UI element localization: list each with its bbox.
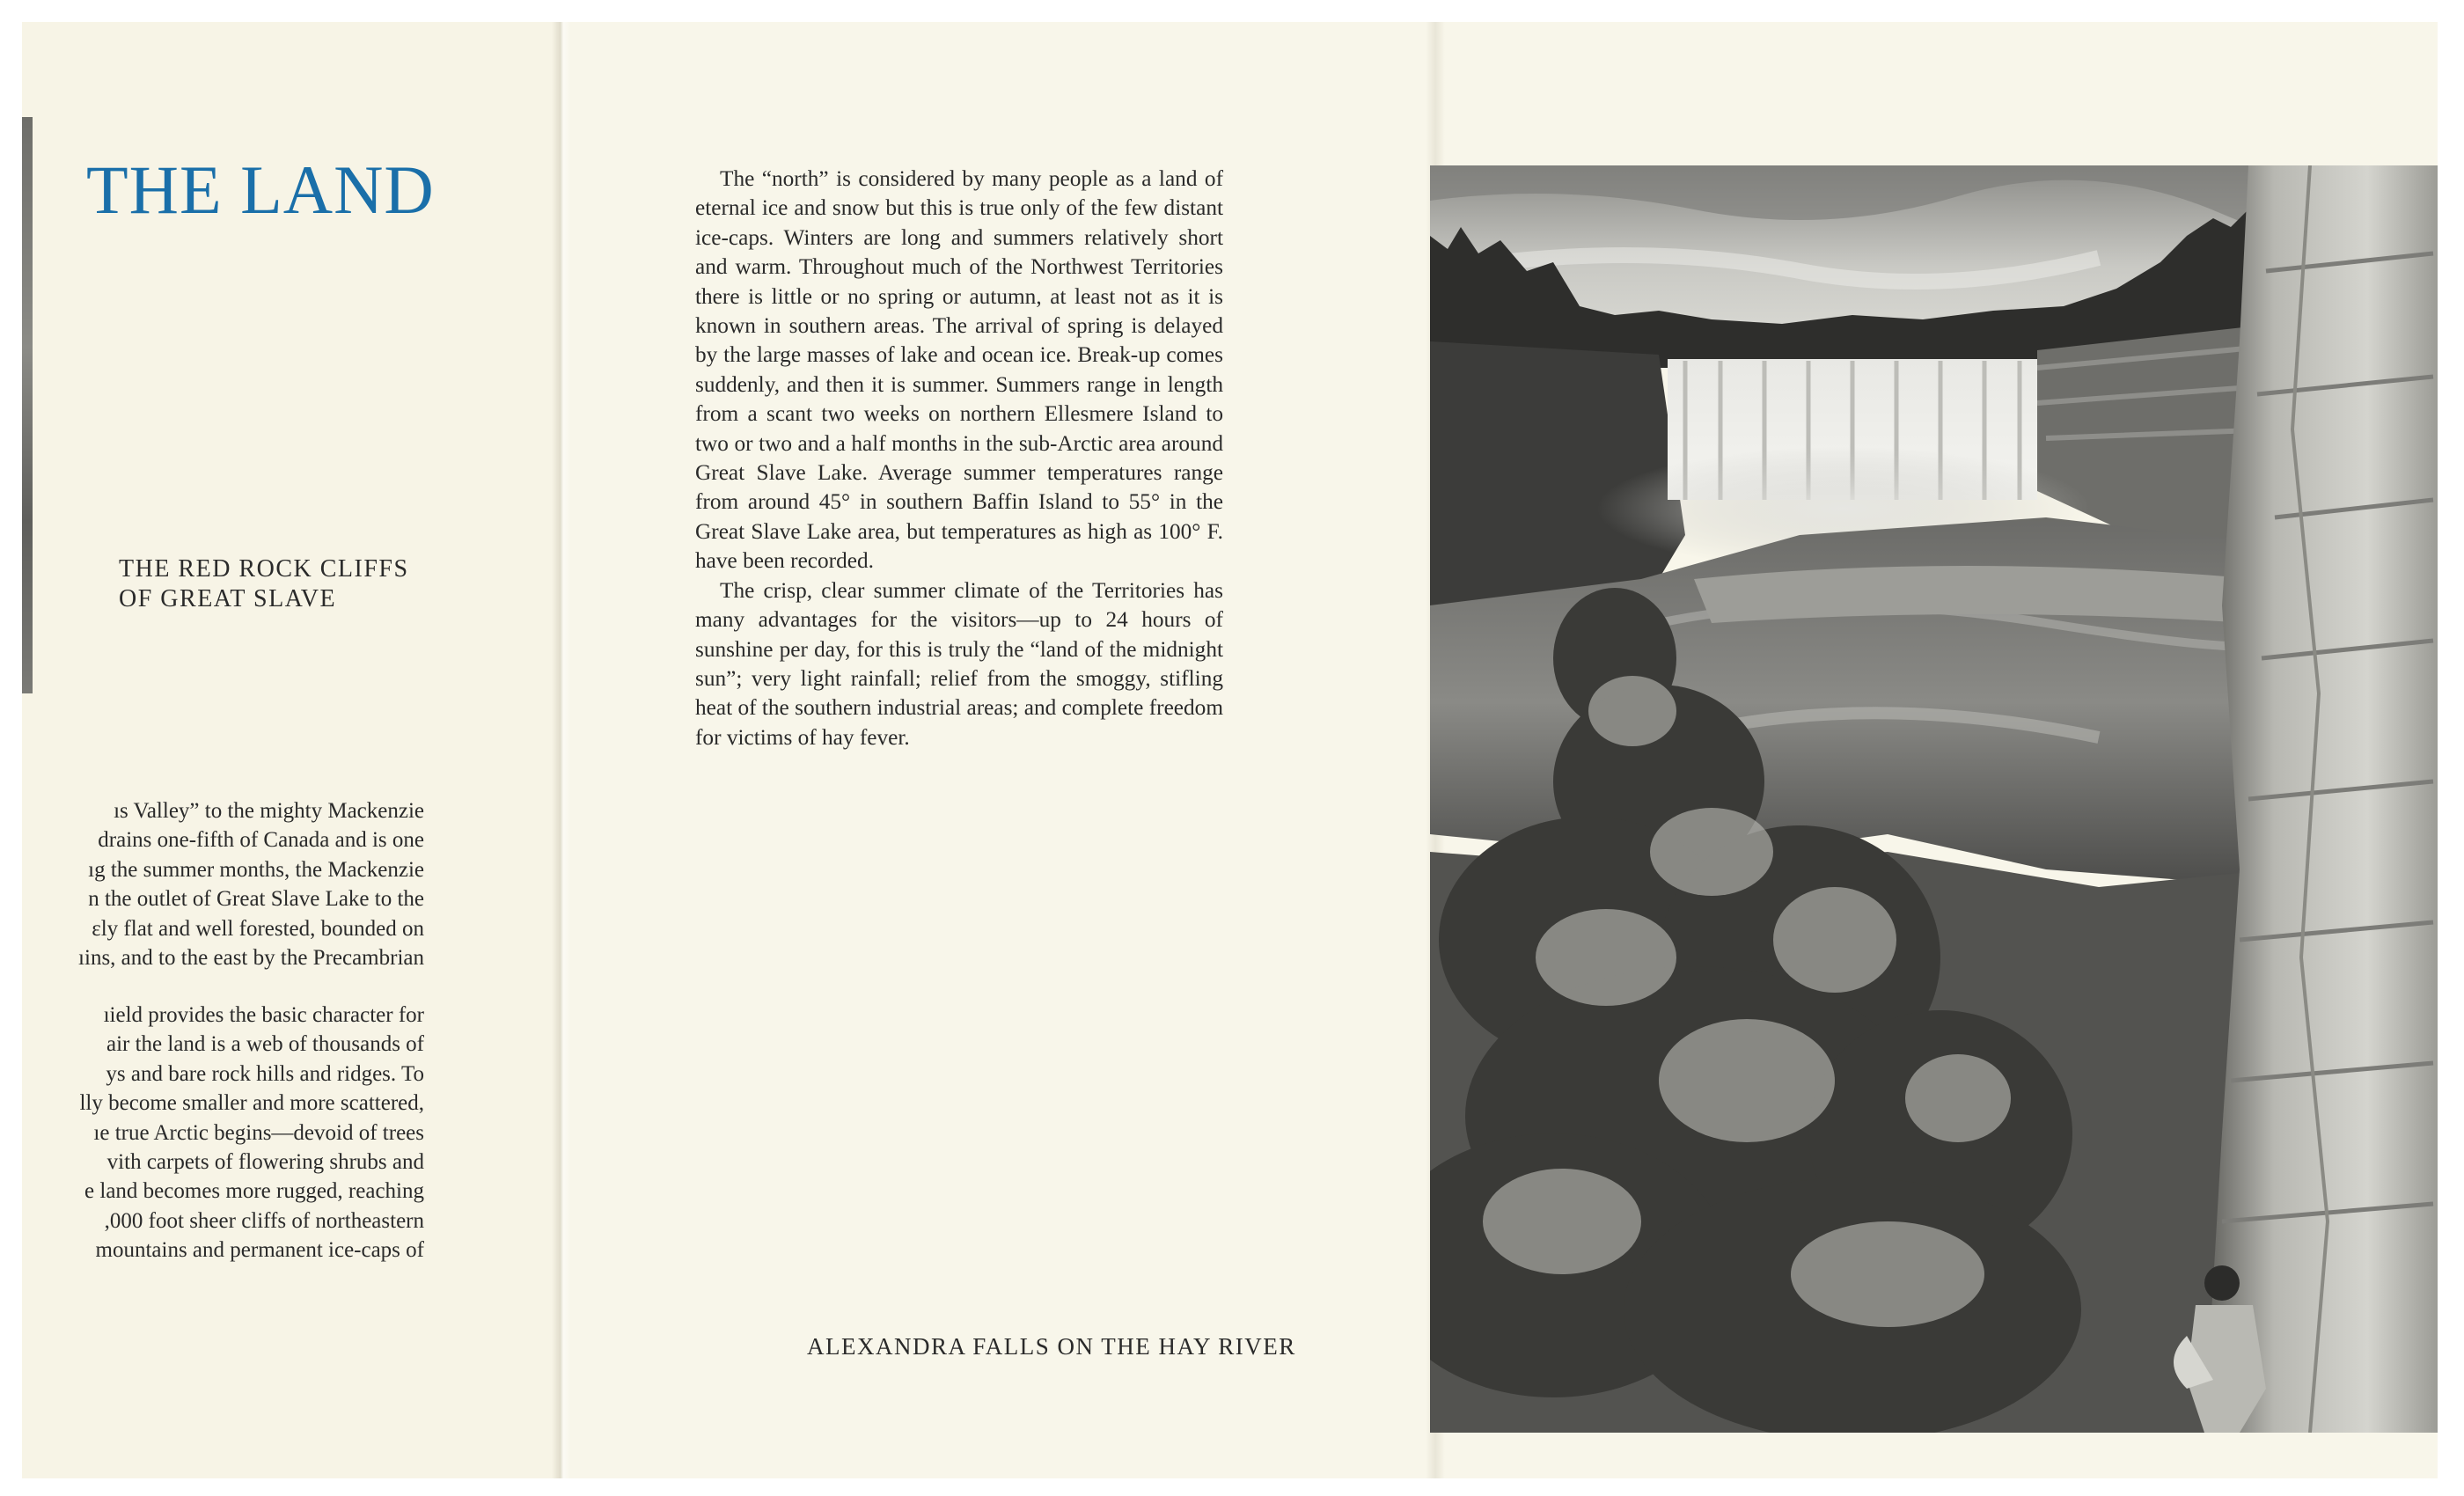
- left-text-line: vith carpets of flowering shrubs and: [106, 1150, 424, 1175]
- left-text-line: n the outlet of Great Slave Lake to the: [88, 887, 424, 912]
- photo-caption: ALEXANDRA FALLS ON THE HAY RIVER: [807, 1333, 1296, 1360]
- left-photo-edge: [22, 117, 33, 693]
- left-text-line: ys and bare rock hills and ridges. To: [106, 1061, 424, 1086]
- left-text-line: ıield provides the basic character for: [103, 1003, 424, 1027]
- left-text-line: ,000 foot sheer cliffs of northeastern: [104, 1208, 424, 1233]
- left-text-line: ıs Valley” to the mighty Mackenzie: [114, 799, 424, 823]
- page-fold: [552, 22, 571, 1478]
- left-text-line: e land becomes more rugged, reaching: [84, 1179, 424, 1204]
- left-text-line: air the land is a web of thousands of: [106, 1032, 424, 1057]
- left-text-line: lly become smaller and more scattered,: [79, 1091, 424, 1116]
- left-text-line: ıins, and to the east by the Precambrian: [78, 946, 424, 971]
- body-paragraph: The “north” is considered by many people as a land of eternal ice and snow but this is true only of the few distant ice-caps. Winters are long and summers relatively short and warm. Throughout much of the Northwest Territories there is little or no spring or autumn, at least not as it is known in southern areas. The arrival of spring is delayed by the large masses of lake and ocean ice. Break-up comes suddenly, and then it is summer. Summers range in length from a scant two weeks on northern Ellesmere Island to two or two and a half months in the sub-Arctic area around Great Slave Lake. Average summer temperatures range from around 45° in southern Baffin Island to 55° in the Great Slave Lake area, but temperatures as high as 100° F. have been recorded.: [695, 166, 1223, 574]
- left-text-line: drains one-fifth of Canada and is one: [98, 828, 424, 853]
- brochure-spread: [22, 22, 2438, 1478]
- waterfall-photo: [1430, 165, 2438, 1433]
- left-text-block: [22, 796, 424, 972]
- left-panel: [22, 22, 561, 1478]
- left-caption-line: THE RED ROCK CLIFFS: [119, 555, 409, 583]
- left-photo-caption: [119, 554, 524, 614]
- left-text-line: ıe true Arctic begins—devoid of trees: [93, 1120, 424, 1145]
- left-caption-line: OF GREAT SLAVE: [119, 585, 337, 612]
- left-text-block: [22, 1001, 424, 1265]
- page-title: THE LAND: [86, 151, 435, 228]
- left-text-line: mountains and permanent ice-caps of: [95, 1238, 424, 1263]
- left-text-line: ıg the summer months, the Mackenzie: [88, 857, 424, 882]
- body-text: [695, 165, 1223, 752]
- body-paragraph: The crisp, clear summer climate of the Territories has many advantages for the visitors—up to 24 hours of sunshine per day, for this is truly the “land of the midnight sun”; very light rainfall; relief from the smoggy, stifling heat of the southern industrial areas; and complete freedom for victims of hay fever.: [695, 577, 1223, 750]
- left-text-line: ɛly flat and well forested, bounded on: [92, 916, 424, 941]
